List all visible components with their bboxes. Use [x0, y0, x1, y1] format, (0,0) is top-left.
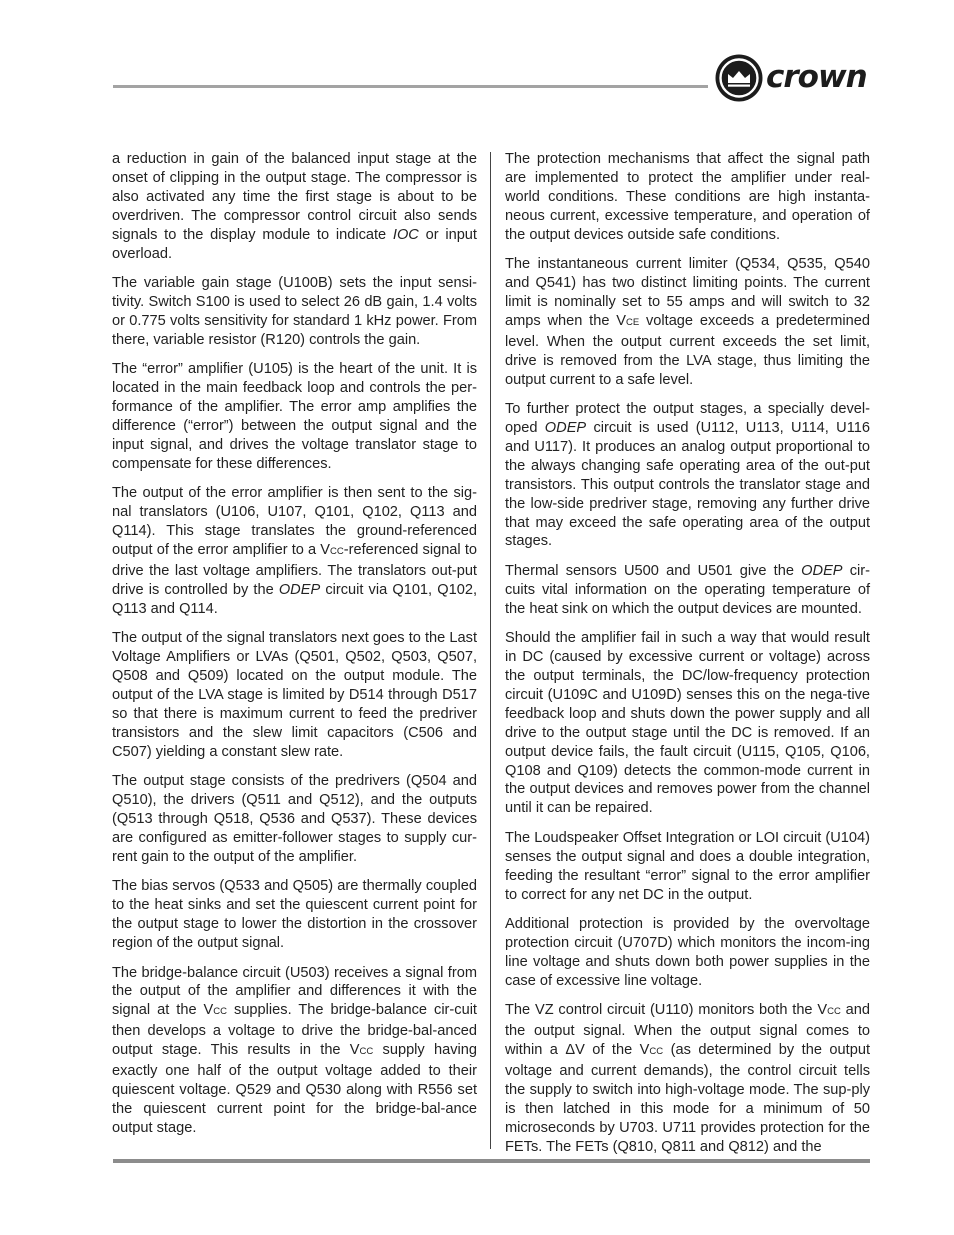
left-text-column [112, 150, 477, 1148]
text-run: Thermal sensors U500 and U501 give the [505, 562, 802, 579]
column-divider [490, 152, 491, 1149]
paragraph [505, 829, 870, 905]
paragraph [505, 629, 870, 818]
subscript: CC [213, 1006, 228, 1018]
text-run: The VZ control circuit (U110) monitors both the V [505, 1002, 828, 1019]
paragraph [505, 915, 870, 991]
right-text-column [505, 150, 870, 1167]
subscript: CC [330, 546, 344, 557]
italic-term: ODEP [801, 562, 843, 579]
text-run: The instantaneous current limiter (Q534, Q535, Q540 and Q541) has two distinct limiting points. The current limit is nominally set to 55 amps and will switch to 32 amps when the V [505, 256, 870, 329]
text-run: The output of the signal translators next goes to the Last Voltage Amplifiers or LVAs (Q501, Q502, Q503, Q507, Q508 and Q509) located on the output module. The output of the LVA stage is limited by D514 through D517 so that there is maximum current to feed the predriver transistors and the slew limit capacitors (C506 and C507) yielding a constant slew rate. [112, 630, 477, 760]
subscript: CC [649, 1046, 664, 1058]
text-run: -referenced signal to drive the last voltage amplifiers. The translators out-put drive is controlled by the [112, 542, 477, 598]
paragraph [505, 255, 870, 389]
paragraph [112, 629, 477, 761]
text-run: circuit is used (U112, U113, U114, U116 and U117). It produces an analog output proportional to the always changing safe operating area of the out-put transistors. This output controls the translator stage and the low-side predriver stage, removing any further drive that may exceed the safe operating area of the output stages. [505, 419, 870, 550]
text-run: The output stage consists of the predrivers (Q504 and Q510), the drivers (Q511 and Q512), and the outputs (Q513 through Q518, Q536 and Q537). These devices are configured as emitter-follower stages to supply cur-rent gain to the output of the amplifier. [112, 773, 477, 865]
italic-term: IOC [392, 226, 419, 243]
text-run: (as determined by the output voltage and current demands), the control circuit tells the supply to switch into high-voltage mode. The sup-ply is then latched in this mode for a minimum of 50 microseconds by U703. U711 provides protection for the FETs. The FETs (Q810, Q811 and Q812) and the [505, 1042, 870, 1155]
paragraph [112, 964, 477, 1138]
text-run: or input overload. [112, 226, 477, 262]
text-run: supply having exactly one half of the output voltage added to their quiescent voltage. Q529 and Q530 along with R556 set the quiescent current point for the bridge-bal-ance output stage. [112, 1042, 477, 1136]
text-run: The variable gain stage (U100B) sets the input sensi-tivity. Switch S100 is used to select 26 dB gain, 1.4 volts or 0.775 volts sensitivity for standard 1 kHz power. From there, variable resistor (R120) controls the gain. [112, 275, 477, 348]
paragraph [112, 484, 477, 618]
footer-rule [113, 1159, 870, 1163]
text-run: a reduction in gain of the balanced input stage at the onset of clipping in the output stage. The compressor is also activated any time the first stage is about to be overdriven. The compressor control circuit also sends signals to the display module to indicate [112, 151, 477, 243]
text-run: The protection mechanisms that affect the signal path are implemented to protect the amplifier under real-world conditions. These conditions are high instanta-neous current, excessive temperature, and operation of the output devices outside safe conditions. [505, 151, 870, 243]
paragraph [505, 562, 870, 619]
paragraph [505, 150, 870, 245]
paragraph [112, 274, 477, 350]
italic-term: ODEP [278, 581, 321, 598]
subscript: CC [827, 1006, 841, 1018]
italic-term: ODEP [544, 419, 587, 436]
text-run: Should the amplifier fail in such a way that would result in DC (caused by excessive current or voltage) across the output terminals, the DC/low-frequency protection circuit (U109C and U109D) senses this on the nega-tive feedback loop and shuts down the power supply and all drive to the output stage until the DC is removed. If an output device fails, the fault circuit (U115, Q105, Q106, Q108 and Q109) detects the common-mode current in the output devices and removes power from the channel until it can be repaired. [505, 630, 870, 817]
subscript: CE [625, 316, 640, 328]
text-run: The bridge-balance circuit (U503) receives a signal from the output of the amplifier and differences it with the signal at the V [112, 964, 477, 1019]
text-run: The “error” amplifier (U105) is the heart of the unit. It is located in the main feedback loop and controls the per-formance of the amplifier. The error amp amplifies the difference (“error”) between the output signal and the input signal, and drives the voltage translator stage to compensate for these differences. [112, 361, 477, 472]
logo-wordmark: crown [766, 59, 867, 95]
text-run: circuit via Q101, Q102, Q113 and Q114. [112, 581, 477, 617]
crown-badge-icon [714, 53, 764, 103]
paragraph [112, 150, 477, 263]
paragraph [505, 1001, 870, 1156]
paragraph [505, 400, 870, 551]
text-run: The bias servos (Q533 and Q505) are thermally coupled to the heat sinks and set the quiescent current point for the output stage to lower the distortion in the crossover region of the output signal. [112, 878, 477, 951]
text-run: and the output signal. When the output signal comes to within a ΔV of the V [505, 1002, 871, 1059]
paragraph [112, 877, 477, 953]
text-run: cir-cuits vital information on the operating temperature of the heat sink on which the output devices are mounted. [505, 562, 870, 617]
text-run: supplies. The bridge-balance cir-cuit then develops a voltage to drive the bridge-bal-anced output stage. This results in the V [112, 1002, 477, 1059]
header-rule [113, 85, 708, 88]
text-run: The Loudspeaker Offset Integration or LOI circuit (U104) senses the output signal and does a double integration, feeding the resultant “error” signal to the error amplifier to correct for any net DC in the output. [505, 829, 870, 903]
text-run: To further protect the output stages, a specially devel-oped [505, 401, 870, 436]
text-run: The output of the error amplifier is then sent to the sig-nal translators (U106, U107, Q101, Q102, Q113 and Q114). This stage translates the ground-referenced output of the error amplifier to a V [112, 485, 477, 558]
text-run: voltage exceeds a predetermined level. When the output current exceeds the set limit, drive is removed from the LVA stage, thus limiting the output current to a safe level. [505, 312, 870, 388]
paragraph [112, 772, 477, 867]
text-run: Additional protection is provided by the overvoltage protection circuit (U707D) which monitors the incom-ing line voltage and shuts down both power supplies in the case of excessive line voltage. [505, 916, 870, 989]
crown-logo [714, 53, 874, 103]
paragraph [112, 360, 477, 473]
subscript: CC [359, 1046, 374, 1058]
